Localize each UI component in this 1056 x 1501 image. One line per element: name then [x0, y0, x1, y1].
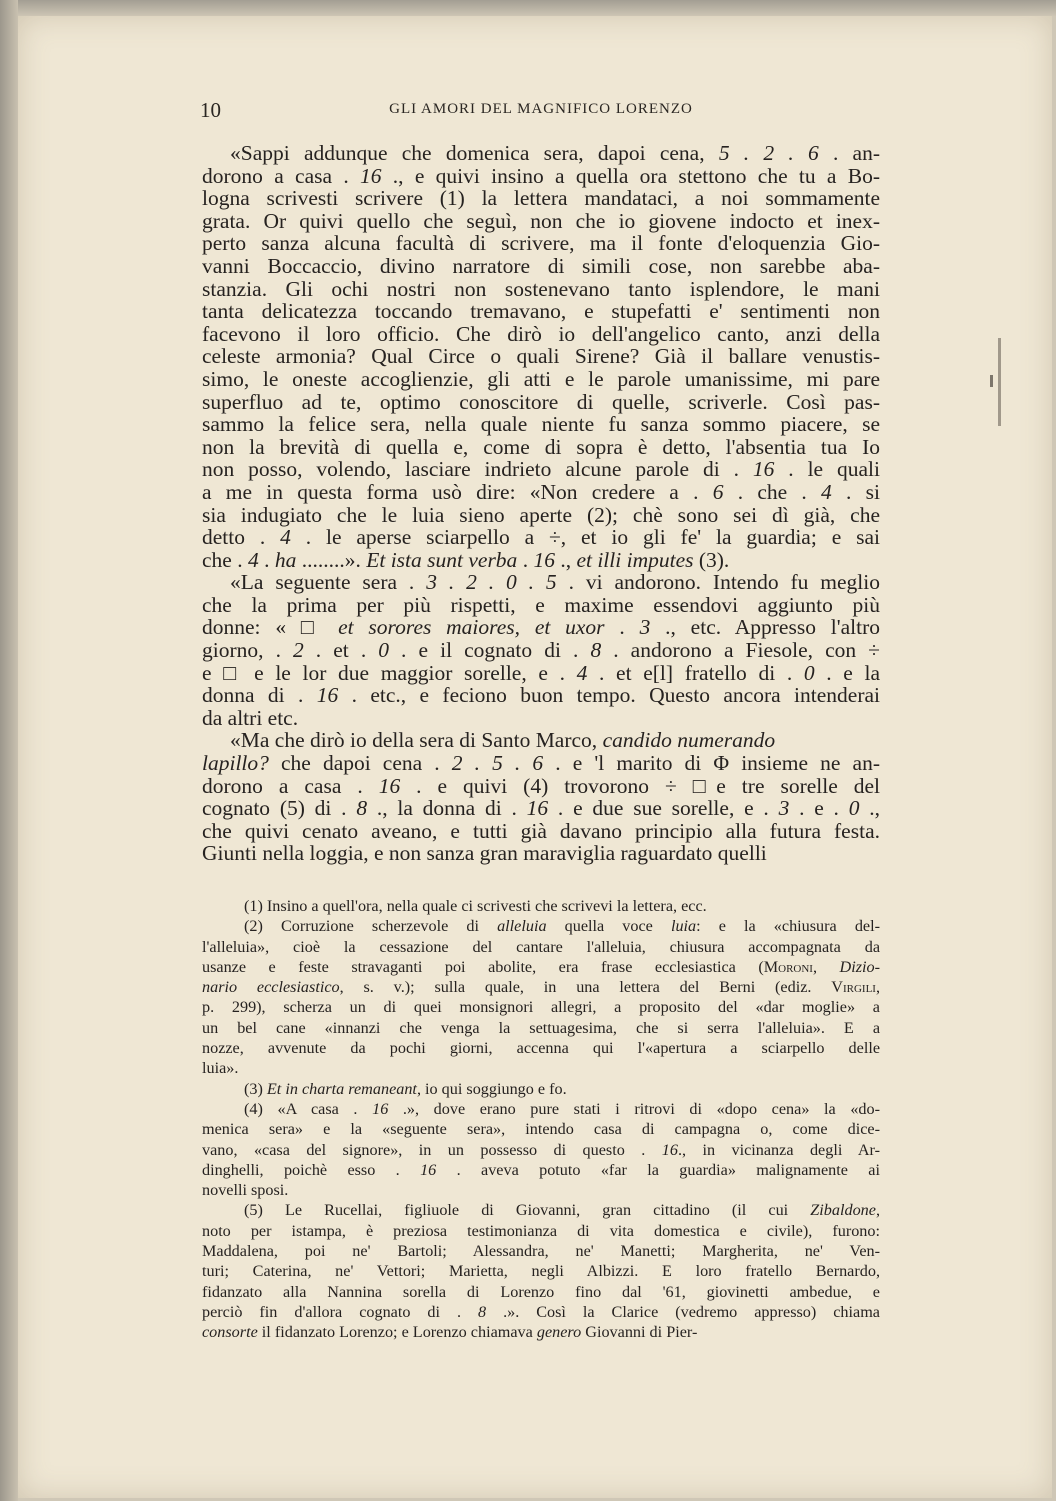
italic-run: 8: [590, 638, 602, 663]
italic-run: Dizio-: [839, 957, 881, 976]
italic-run: 0: [378, 638, 389, 663]
text-run: ., e quivi insino a quella ora stettono che tu a Bo-: [381, 163, 881, 188]
text-run: «La seguente sera .: [230, 570, 427, 595]
text-run: ,: [875, 978, 880, 997]
text-run: ., in vicinanza degli Ar-: [677, 1140, 881, 1159]
italic-run: 16: [752, 457, 775, 482]
text-run: . e il cognato di .: [389, 638, 591, 663]
italic-run: ha: [274, 547, 297, 572]
text-run: non posso, volendo, lasciare indrieto alcune parole di .: [202, 457, 753, 482]
text-run: . le quali: [774, 457, 881, 482]
footnote-line: [202, 916, 880, 936]
text-run: nozze, avvenute da pochi giorni, accenna qui l'«apertura a sciarpello delle: [202, 1039, 880, 1058]
text-line: [202, 300, 880, 323]
italic-run: et illi imputes: [576, 547, 694, 572]
text-run: a me in questa forma usò dire: «Non credere a .: [202, 479, 713, 504]
text-run: donne: « □: [202, 615, 339, 640]
margin-mark: [998, 338, 1001, 426]
text-run: «Sappi addunque che domenica sera, dapoi cena,: [230, 141, 719, 165]
footnote-line: [202, 1140, 880, 1160]
footnote-line: [202, 937, 880, 957]
italic-run: 16: [378, 773, 401, 798]
text-run: detto .: [202, 525, 281, 550]
text-run: perto sanza alcuna facultà di scrivere, ma il fonte d'eloquenzia Gio-: [202, 231, 880, 256]
italic-run: 16: [533, 547, 555, 572]
text-run: turi; Caterina, ne' Vettori; Marietta, negli Albizzi. E loro fratello Bernardo,: [202, 1262, 880, 1281]
text-line: [202, 481, 880, 504]
text-line: [202, 165, 880, 188]
text-run: usanze e feste stravaganti poi abolite, era frase ecclesiastica (: [202, 957, 764, 976]
text-run: (2) Corruzione scherzevole di: [244, 917, 498, 936]
text-run: tanta delicatezza toccando tremavano, e stupefatti e' sentimenti non: [202, 299, 880, 324]
text-run: quella voce: [546, 917, 671, 936]
text-run: ., etc. Appresso l'altro: [650, 615, 880, 640]
text-line: [202, 842, 880, 865]
footnote-line: [202, 1261, 880, 1281]
text-run: .», dove erano pure stati i ritrovi di «dopo cena» la «do-: [388, 1099, 880, 1118]
text-run: (5) Le Rucellai, figliuole di Giovanni, gran cittadino (il cui: [244, 1201, 811, 1220]
text-line: [202, 752, 880, 775]
text-run: facevono il loro officio. Che dirò io dell'angelico canto, anzi della: [202, 321, 880, 346]
footnote-line: [202, 896, 880, 916]
footnote-line: [202, 997, 880, 1017]
text-run: Giunti nella loggia, e non sanza gran maraviglia raguardato quelli: [202, 841, 767, 866]
italic-run: 16: [526, 796, 549, 821]
text-run: . aveva potuto «far la guardia» malignamente ai: [436, 1160, 880, 1179]
text-line: [202, 729, 880, 752]
text-line: [202, 210, 880, 233]
text-line: [202, 549, 880, 572]
text-run: (3): [244, 1079, 267, 1098]
text-run: . si: [831, 479, 881, 504]
text-run: fidanzato alla Nannina sorella di Lorenzo fino dal '61, giovinetti ambedue, e: [202, 1282, 880, 1301]
text-run: dinghelli, poichè esso .: [202, 1160, 421, 1179]
text-line: [202, 639, 880, 662]
footnote-line: [202, 1200, 880, 1220]
margin-mark: [990, 375, 993, 387]
text-line: [202, 278, 880, 301]
text-run: celeste armonia? Qual Circe o quali Sirene? Già il ballare venustis-: [202, 344, 880, 369]
footnote-line: [202, 1119, 880, 1139]
italic-run: 3 . 2 . 0 . 5: [426, 570, 557, 595]
text-run: : e la «chiusura del-: [696, 917, 880, 936]
running-title: GLI AMORI DEL MAGNIFICO LORENZO: [389, 101, 693, 117]
text-run: logna scrivesti scrivere (1) la lettera mandataci, a noi sommamente: [202, 186, 880, 211]
text-run: un bel cane «innanzi che venga la settuagesima, che si serra l'alleluia». E a: [202, 1018, 880, 1037]
text-run: cognato (5) di .: [202, 796, 357, 821]
text-line: [202, 684, 880, 707]
text-run: . che .: [723, 479, 822, 504]
text-run: novelli sposi.: [202, 1181, 289, 1200]
italic-run: et sorores maiores, et uxor: [338, 615, 605, 640]
text-line: [202, 571, 880, 594]
text-run: ,: [812, 957, 840, 976]
footnote-line: [202, 1099, 880, 1119]
text-run: dorono a casa .: [202, 163, 360, 188]
footnote-line: [202, 1241, 880, 1261]
text-line: [202, 662, 880, 685]
small-caps-run: Moroni: [763, 957, 813, 976]
text-run: .: [604, 615, 640, 640]
text-run: da altri etc.: [202, 705, 299, 730]
text-line: [202, 323, 880, 346]
text-run: , s. v.); sulla quale, in una lettera del Berni (ediz.: [339, 978, 832, 997]
italic-run: 8: [478, 1302, 487, 1321]
text-line: [202, 797, 880, 820]
text-run: grata. Or quivi quello che seguì, non che io giovene indocto et inex-: [202, 208, 880, 233]
scan-border-left: [0, 0, 18, 1501]
text-line: [202, 436, 880, 459]
footnote-line: [202, 977, 880, 997]
page-header: [200, 98, 882, 124]
text-line: [202, 616, 880, 639]
page-number: 10: [200, 98, 221, 122]
text-run: . e la: [814, 660, 881, 685]
italic-run: 5 . 2 . 6: [718, 141, 819, 165]
text-line: [202, 775, 880, 798]
italic-run: 16: [360, 163, 382, 188]
italic-run: 0: [848, 796, 860, 821]
italic-run: genero: [536, 1323, 582, 1342]
italic-run: candido numerando: [602, 728, 776, 753]
text-run: . vi andorono. Intendo fu meglio: [556, 570, 880, 595]
italic-run: 2 . 5 . 6: [451, 751, 544, 776]
text-run: vano, «casa del signore», in un possesso di questo .: [202, 1140, 662, 1159]
footnote-line: [202, 1018, 880, 1038]
text-run: .». Così la Clarice (vedremo appresso) chiama: [486, 1302, 880, 1321]
footnote-line: [202, 1302, 880, 1322]
text-run: sia indugiato che le luia sieno aperte (2); chè sono sei dì già, che: [202, 502, 880, 527]
text-run: Maddalena, poi ne' Bartoli; Alessandra, ne' Manetti; Margherita, ne' Ven-: [202, 1242, 880, 1261]
text-run: , io qui soggiungo e fo.: [416, 1079, 567, 1098]
text-run: .: [258, 547, 275, 572]
text-run: che dapoi cena .: [268, 751, 452, 776]
text-run: e □ e le lor due maggior sorelle, e .: [202, 660, 577, 685]
text-run: che la prima per più rispetti, e maxime essendovi aggiunto più: [202, 592, 880, 617]
italic-run: 4: [247, 547, 259, 572]
main-text: [202, 142, 880, 865]
italic-run: 16: [372, 1099, 389, 1118]
footnote-line: [202, 1282, 880, 1302]
footnote-line: [202, 1322, 880, 1342]
text-run: .,: [859, 796, 880, 821]
text-run: . an-: [818, 141, 880, 165]
text-line: [202, 232, 880, 255]
text-run: . e 'l marito di Φ insieme ne an-: [543, 751, 881, 776]
text-run: stanzia. Gli ochi nostri non sostenevano tanto isplendore, le mani: [202, 276, 880, 301]
small-caps-run: Virgili: [831, 978, 876, 997]
scan-border-top: [0, 0, 1056, 16]
footnote-line: [202, 1160, 880, 1180]
text-run: il fidanzato Lorenzo; e Lorenzo chiamava: [257, 1323, 537, 1342]
text-run: .: [517, 547, 534, 572]
text-run: perciò fin d'allora cognato di .: [202, 1302, 478, 1321]
italic-run: Zibaldone: [810, 1201, 876, 1220]
text-run: dorono a casa .: [202, 773, 379, 798]
text-run: menica sera» e la «seguente sera», intendo casa di campagna o, come dice-: [202, 1120, 880, 1139]
text-run: vanni Boccaccio, divino narratore di simili cose, non sarebbe aba-: [202, 253, 880, 278]
text-run: luia».: [202, 1059, 239, 1078]
text-line: [202, 391, 880, 414]
italic-run: lapillo?: [202, 751, 269, 776]
text-run: ........».: [296, 547, 367, 572]
text-run: . e due sue sorelle, e .: [548, 796, 779, 821]
text-line: [202, 413, 880, 436]
text-run: non la brevità di quella e, come di sopra è detto, l'absentia tua Io: [202, 434, 880, 459]
text-line: [202, 187, 880, 210]
italic-run: alleluia: [497, 917, 547, 936]
text-run: superfluo ad te, optimo conoscitore di quelle, scriverle. Così pas-: [202, 389, 880, 414]
text-run: donna di .: [202, 683, 317, 708]
italic-run: 0: [803, 660, 815, 685]
italic-run: 6: [712, 479, 724, 504]
text-run: (3).: [693, 547, 730, 572]
italic-run: 3: [639, 615, 651, 640]
text-run: . et e[l] fratello di .: [587, 660, 804, 685]
italic-run: 8: [356, 796, 368, 821]
text-run: «Ma che dirò io della sera di Santo Marco,: [230, 728, 603, 753]
footnotes: [202, 896, 880, 1343]
text-run: . e .: [789, 796, 849, 821]
text-run: che .: [202, 547, 248, 572]
text-run: (1) Insino a quell'ora, nella quale ci scrivesti che scrivevi la lettera, ecc.: [244, 897, 707, 915]
text-line: [202, 345, 880, 368]
text-run: . le aperse sciarpello a ÷, et io gli fe' la guardia; e sai: [290, 525, 880, 550]
italic-run: Et in charta remaneant: [266, 1079, 417, 1098]
text-line: [202, 255, 880, 278]
italic-run: Et ista sunt verba: [366, 547, 518, 572]
text-line: [202, 368, 880, 391]
italic-run: 16: [420, 1160, 437, 1179]
text-run: l'alleluia», cioè la cessazione del cantare l'alleluia, chiusura accompagnata da: [202, 937, 880, 956]
text-line: [202, 820, 880, 843]
text-run: Giovanni di Pier-: [581, 1323, 698, 1342]
text-line: [202, 458, 880, 481]
text-line: [202, 707, 880, 730]
italic-run: consorte: [202, 1323, 258, 1342]
italic-run: luia: [670, 917, 697, 936]
italic-run: 3: [778, 796, 790, 821]
text-run: . andorono a Fiesole, con ÷: [601, 638, 880, 663]
footnote-line: [202, 1038, 880, 1058]
text-run: noto per istampa, è preziosa testimonianza di vita domestica e civile), furono:: [202, 1221, 880, 1240]
italic-run: 4: [821, 479, 832, 504]
italic-run: 4: [280, 525, 291, 550]
text-run: sammo la felice sera, nella quale niente fu sanza sommo piacere, se: [202, 412, 880, 437]
text-run: giorno, .: [202, 638, 293, 663]
text-line: [202, 504, 880, 527]
footnote-line: [202, 957, 880, 977]
italic-run: 4: [576, 660, 588, 685]
italic-run: nario ecclesiastico: [202, 978, 340, 997]
footnote-line: [202, 1221, 880, 1241]
text-run: che quivi cenato aveano, e tutti già davano principio alla futura festa.: [202, 818, 880, 843]
footnote-line: [202, 1058, 880, 1078]
text-line: [202, 142, 880, 165]
footnote-line: [202, 1180, 880, 1200]
italic-run: 16: [661, 1140, 678, 1159]
text-run: (4) «A casa .: [244, 1099, 373, 1118]
text-run: ,: [875, 1201, 880, 1220]
footnote-line: [202, 1079, 880, 1099]
text-run: . e quivi (4) trovorono ÷ □e tre sorelle del: [400, 773, 880, 798]
text-run: . etc., e feciono buon tempo. Questo ancora intenderai: [338, 683, 880, 708]
text-run: simo, le oneste accoglienzie, gli atti e le parole umanissime, mi pare: [202, 366, 880, 391]
text-run: .,: [554, 547, 577, 572]
italic-run: 16: [316, 683, 339, 708]
text-line: [202, 594, 880, 617]
text-line: [202, 526, 880, 549]
italic-run: 2: [293, 638, 304, 663]
text-run: p. 299), scherza un di quei monsignori allegri, a proposito del «dar moglie» a: [202, 998, 880, 1017]
text-run: ., la donna di .: [367, 796, 527, 821]
text-run: . et .: [303, 638, 379, 663]
